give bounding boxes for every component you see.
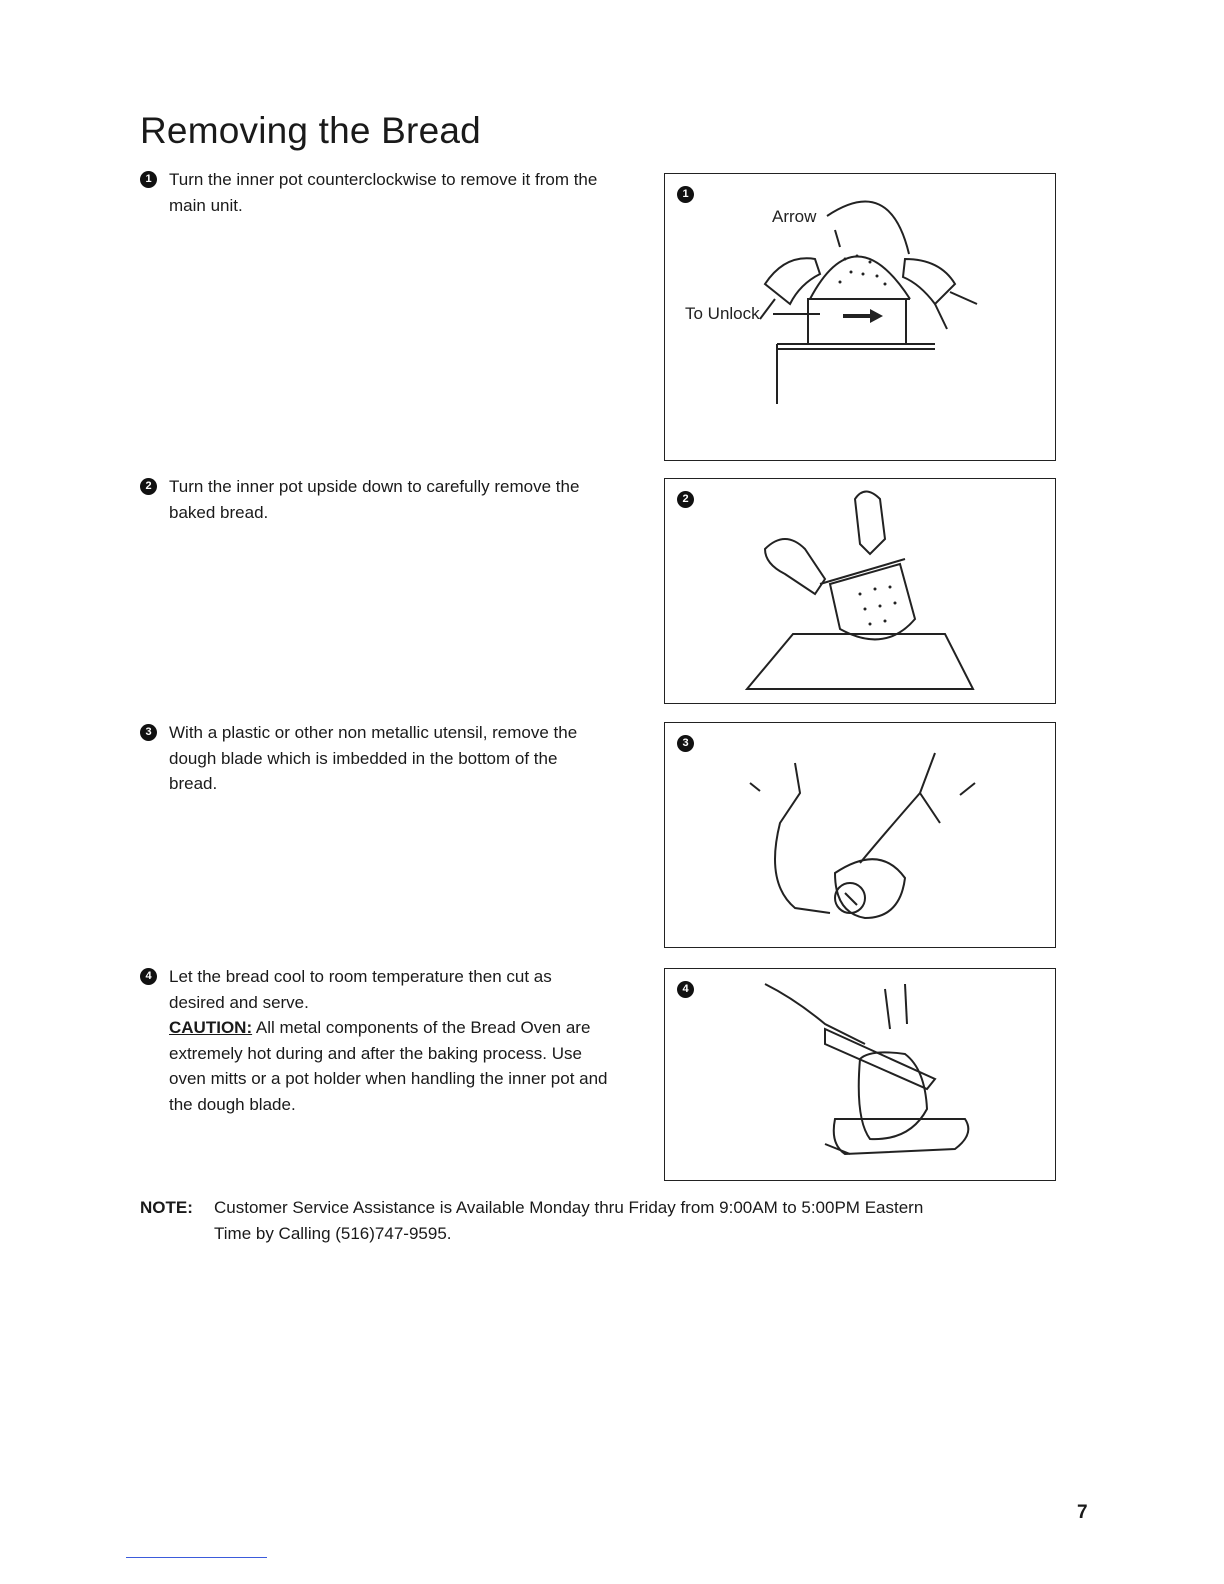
step-2 [140, 474, 610, 525]
slice-bread-illustration [665, 969, 1057, 1182]
page-number: 7 [1077, 1502, 1088, 1523]
figure-1-panel [664, 173, 1056, 461]
step-4-content [169, 964, 610, 1117]
note-label: NOTE: [140, 1198, 193, 1217]
invert-pot-illustration [665, 479, 1057, 705]
remove-dough-blade-illustration [665, 723, 1057, 949]
note-text-line-1: Customer Service Assistance is Available Monday thru Friday from 9:00AM to 5:00PM Eastern [214, 1198, 924, 1217]
caution-label: CAUTION: [169, 1018, 253, 1037]
step-1 [140, 167, 610, 218]
figure-number-badge: 1 [677, 186, 694, 203]
step-number-badge: 3 [140, 724, 157, 741]
step-3 [140, 720, 610, 797]
step-3-text: With a plastic or other non metallic utensil, remove the dough blade which is imbedded in the bottom of the bread. [169, 723, 578, 793]
note-line-1 [140, 1195, 1070, 1221]
step-number-badge: 2 [140, 478, 157, 495]
footer-rule [126, 1557, 267, 1558]
caution-text: All metal components of the Bread Oven are extremely hot during and after the baking process. Use oven mitts or a pot holder when handling the inner pot and the dough blade. [169, 1018, 608, 1114]
figure-number-badge: 3 [677, 735, 694, 752]
note-text-line-2: Time by Calling (516)747-9595. [214, 1224, 452, 1243]
figure-number-badge: 4 [677, 981, 694, 998]
step-2-text: Turn the inner pot upside down to carefully remove the baked bread. [169, 477, 580, 522]
step-1-text: Turn the inner pot counterclockwise to remove it from the main unit. [169, 170, 598, 215]
to-unlock-callout-label: To Unlock [685, 304, 760, 323]
step-4-text: Let the bread cool to room temperature then cut as desired and serve. [169, 967, 552, 1012]
figure-2-panel [664, 478, 1056, 704]
figure-number-badge: 2 [677, 491, 694, 508]
customer-service-note [140, 1195, 1070, 1247]
figure-4-panel [664, 968, 1056, 1181]
step-4 [140, 964, 610, 1117]
page-title: Removing the Bread [140, 110, 481, 151]
arrow-callout-label: Arrow [772, 207, 817, 226]
figure-3-panel [664, 722, 1056, 948]
step-number-badge: 1 [140, 171, 157, 188]
step-number-badge: 4 [140, 968, 157, 985]
caution-block [169, 1015, 610, 1117]
